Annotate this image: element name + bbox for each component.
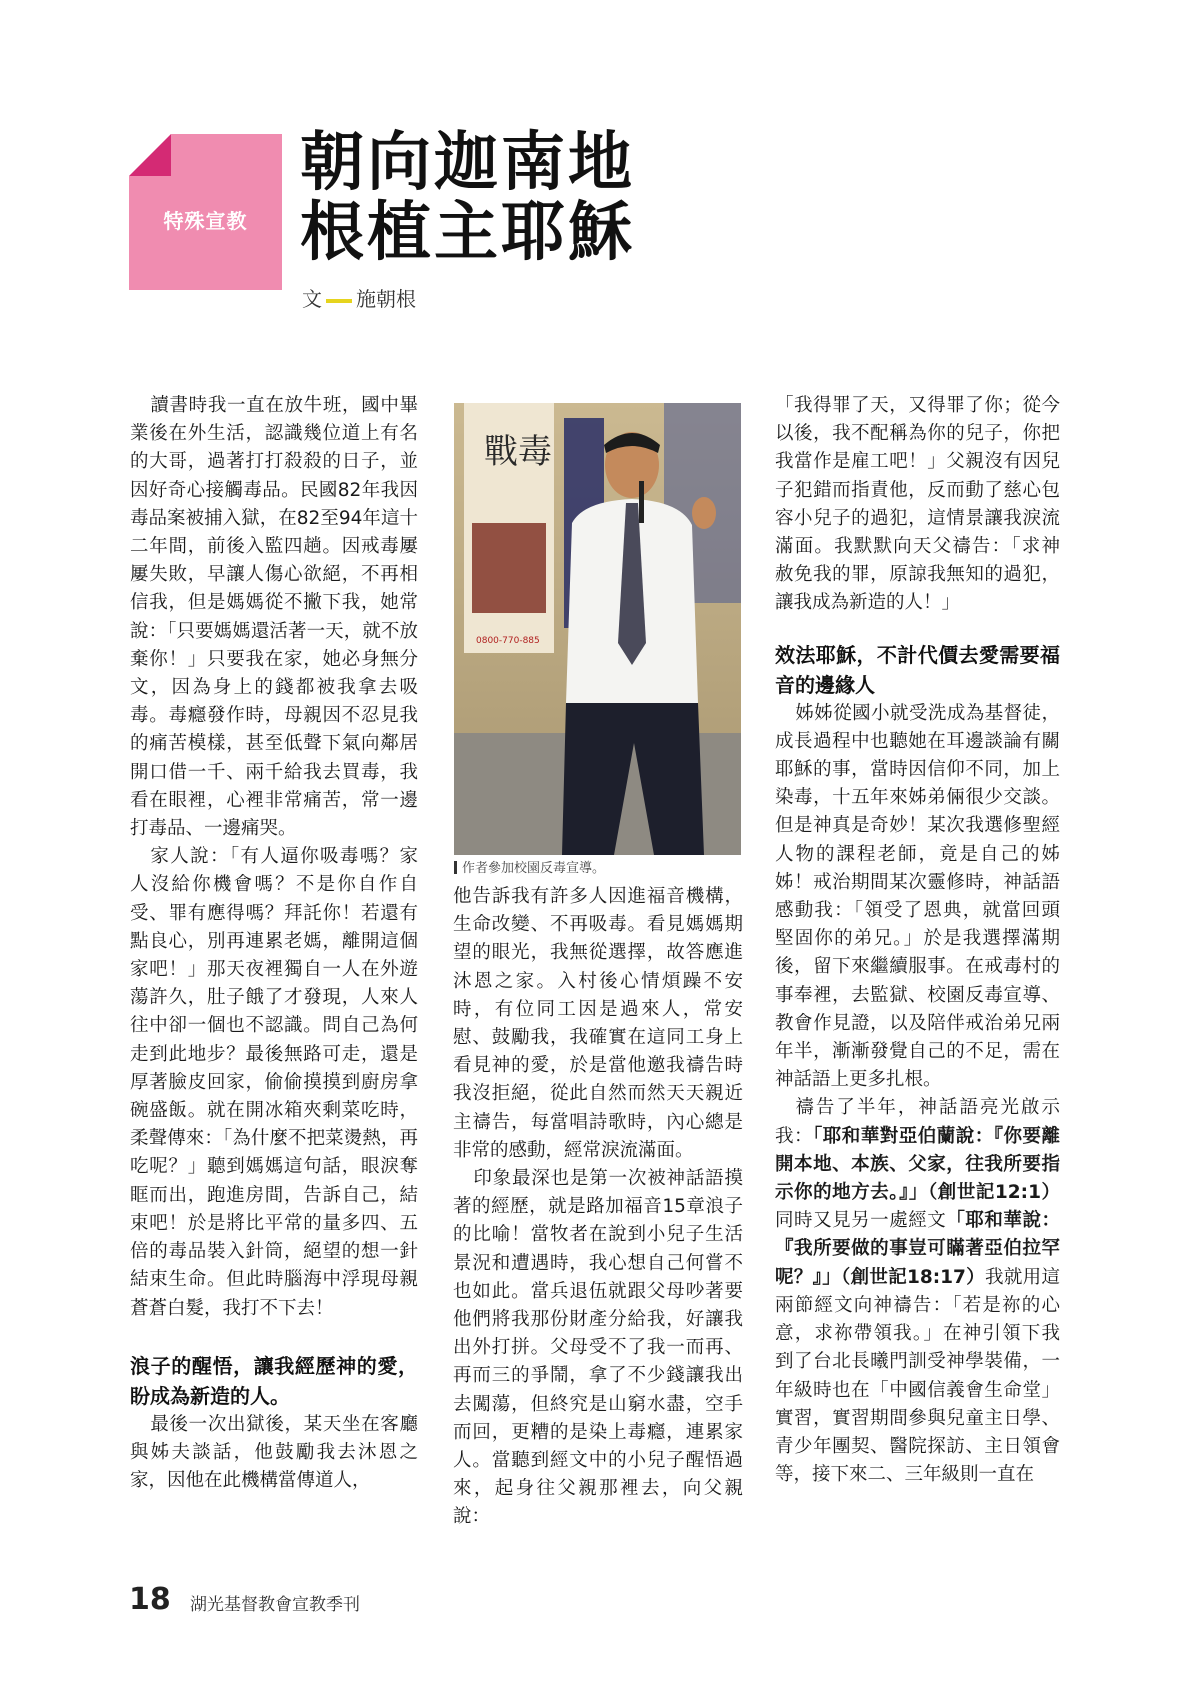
scripture-quote: 「耶和華對亞伯蘭說：『你要離開本地、本族、父家，往我所要指示你的地方去。』」 — [775, 1125, 1060, 1204]
byline-divider — [326, 299, 352, 303]
photo-caption: 作者參加校園反毒宣導。 — [454, 857, 605, 876]
speaker-hand — [692, 497, 716, 529]
text-run: 禱告了半年，神話語亮光啟示我： — [775, 1097, 1060, 1147]
article-column-1 — [130, 392, 418, 1495]
scripture-ref: （創世記12:1） — [927, 1182, 1060, 1204]
publication-name: 湖光基督教會宣教季刊 — [190, 1595, 360, 1615]
section-tag-fold — [129, 134, 171, 176]
poster-title: 戰毒 — [484, 432, 552, 472]
article-column-2 — [453, 883, 743, 1532]
paragraph: 姊姊從國小就受洗成為基督徒，成長過程中也聽她在耳邊談論有關耶穌的事，當時因信仰不同，加上染毒，十五年來姊弟倆很少交談。但是神真是奇妙！某次我選修聖經人物的課程老師，竟是自己的姊姊！戒治期間某次靈修時，神話語感動我：「領受了恩典，就當回頭堅固你的弟兄。」於是我選擇滿期後，留下來繼續服事。在戒毒村的事奉裡，去監獄、校園反毒宣導、教會作見證，以及陪伴戒治弟兄兩年半，漸漸發覺自己的不足，需在神話語上更多扎根。 — [775, 702, 1060, 1091]
microphone — [639, 481, 644, 523]
paragraph: 他告訴我有許多人因進福音機構，生命改變、不再吸毒。看見媽媽期望的眼光，我無從選擇，故答應進沐恩之家。入村後心情煩躁不安時，有位同工因是過來人，常安慰、鼓勵我，我確實在這同工身上看見神的愛，於是當他邀我禱告時我沒拒絕，從此自然而然天天親近主禱告，每當唱詩歌時，內心總是非常的感動，經常淚流滿面。 — [453, 886, 743, 1161]
paragraph: 家人說：「有人逼你吸毒嗎？家人沒給你機會嗎？不是你自作自受、罪有應得嗎？拜託你！若還有點良心，別再連累老媽，離開這個家吧！」那天夜裡獨自一人在外遊蕩許久，肚子餓了才發現，人來人往中卻一個也不認識。問自己為何走到此地步？最後無路可走，還是厚著臉皮回家，偷偷摸摸到廚房拿碗盛飯。就在開冰箱夾剩菜吃時，柔聲傳來：「為什麼不把菜燙熱，再吃呢？」聽到媽媽這句話，眼淚奪眶而出，跑進房間，告訴自己，結束吧！於是將比平常的量多四、五倍的毒品裝入針筒，絕望的想一針結束生命。但此時腦海中浮現母親蒼蒼白髮，我打不下去！ — [130, 846, 418, 1319]
article-photo — [454, 403, 741, 855]
byline — [302, 283, 416, 312]
article-column-3 — [775, 392, 1060, 1489]
page-number: 18 — [129, 1582, 171, 1617]
speaker-photo-illustration — [454, 403, 741, 855]
section-heading: 浪子的醒悟，讓我經歷神的愛，盼成為新造的人。 — [130, 1353, 418, 1408]
paragraph: 讀書時我一直在放牛班，國中畢業後在外生活，認識幾位道上有名的大哥，過著打打殺殺的日子，並因好奇心接觸毒品。民國82年我因毒品案被捕入獄，在82至94年這十二年間，前後入監四趟。因戒毒屢屢失敗，早讓人傷心欲絕，不再相信我，但是媽媽從不撇下我，她常說：「只要媽媽還活著一天，就不放棄你！」只要我在家，她必身無分文，因為身上的錢都被我拿去吸毒。毒癮發作時，母親因不忍見我的痛苦模樣，甚至低聲下氣向鄰居開口借一千、兩千給我去買毒，我看在眼裡，心裡非常痛苦，常一邊打毒品、一邊痛哭。 — [130, 395, 418, 840]
article-title — [300, 128, 635, 268]
poster-phone: 0800-770-885 — [476, 636, 540, 646]
scripture-ref: （創世記18:17） — [841, 1266, 986, 1288]
paragraph: 「我得罪了天，又得罪了你；從今以後，我不配稱為你的兒子，你把我當作是雇工吧！」父親沒有因兒子犯錯而指責他，反而動了慈心包容小兒子的過犯，這情景讓我淚流滿面。我默默向天父禱告：「求神赦免我的罪，原諒我無知的過犯，讓我成為新造的人！」 — [775, 395, 1060, 614]
byline-author: 施朝根 — [356, 287, 416, 311]
byline-prefix: 文 — [302, 287, 322, 311]
scripture-quote: 「耶和華說：『我所要做的事豈可瞞著亞伯拉罕呢？』」 — [775, 1210, 1060, 1288]
paragraph: 最後一次出獄後，某天坐在客廳與姊夫談話，他鼓勵我去沐恩之家，因他在此機構當傳道人， — [130, 1413, 418, 1492]
title-line-2: 根植主耶穌 — [300, 196, 635, 270]
section-tag-label: 特殊宣教 — [163, 209, 248, 233]
text-run: 同時又見另一處經文 — [775, 1210, 947, 1232]
paragraph — [775, 1094, 1060, 1489]
section-heading: 效法耶穌，不計代價去愛需要福音的邊緣人 — [775, 642, 1060, 697]
poster-image — [472, 523, 546, 613]
title-line-1: 朝向迦南地 — [300, 126, 635, 200]
paragraph: 印象最深也是第一次被神話語摸著的經歷，就是路加福音15章浪子的比喻！當牧者在說到小兒子生活景況和遭遇時，我心想自己何嘗不也如此。當兵退伍就跟父母吵著要他們將我那份財產分給我，好讓我出外打拼。父母受不了我一而再、再而三的爭鬧，拿了不少錢讓我出去闖蕩，但終究是山窮水盡，空手而回，更糟的是染上毒癮，連累家人。當聽到經文中的小兒子醒悟過來，起身往父親那裡去，向父親說： — [453, 1168, 743, 1528]
text-run: 我就用這兩節經文向神禱告：「若是祢的心意，求祢帶領我。」在神引領下我到了台北長曦門訓受神學裝備，一年級時也在「中國信義會生命堂」實習，實習期間參與兒童主日學、青少年團契、醫院探訪、主日領會等，接下來二、三年級則一直在 — [775, 1266, 1060, 1486]
